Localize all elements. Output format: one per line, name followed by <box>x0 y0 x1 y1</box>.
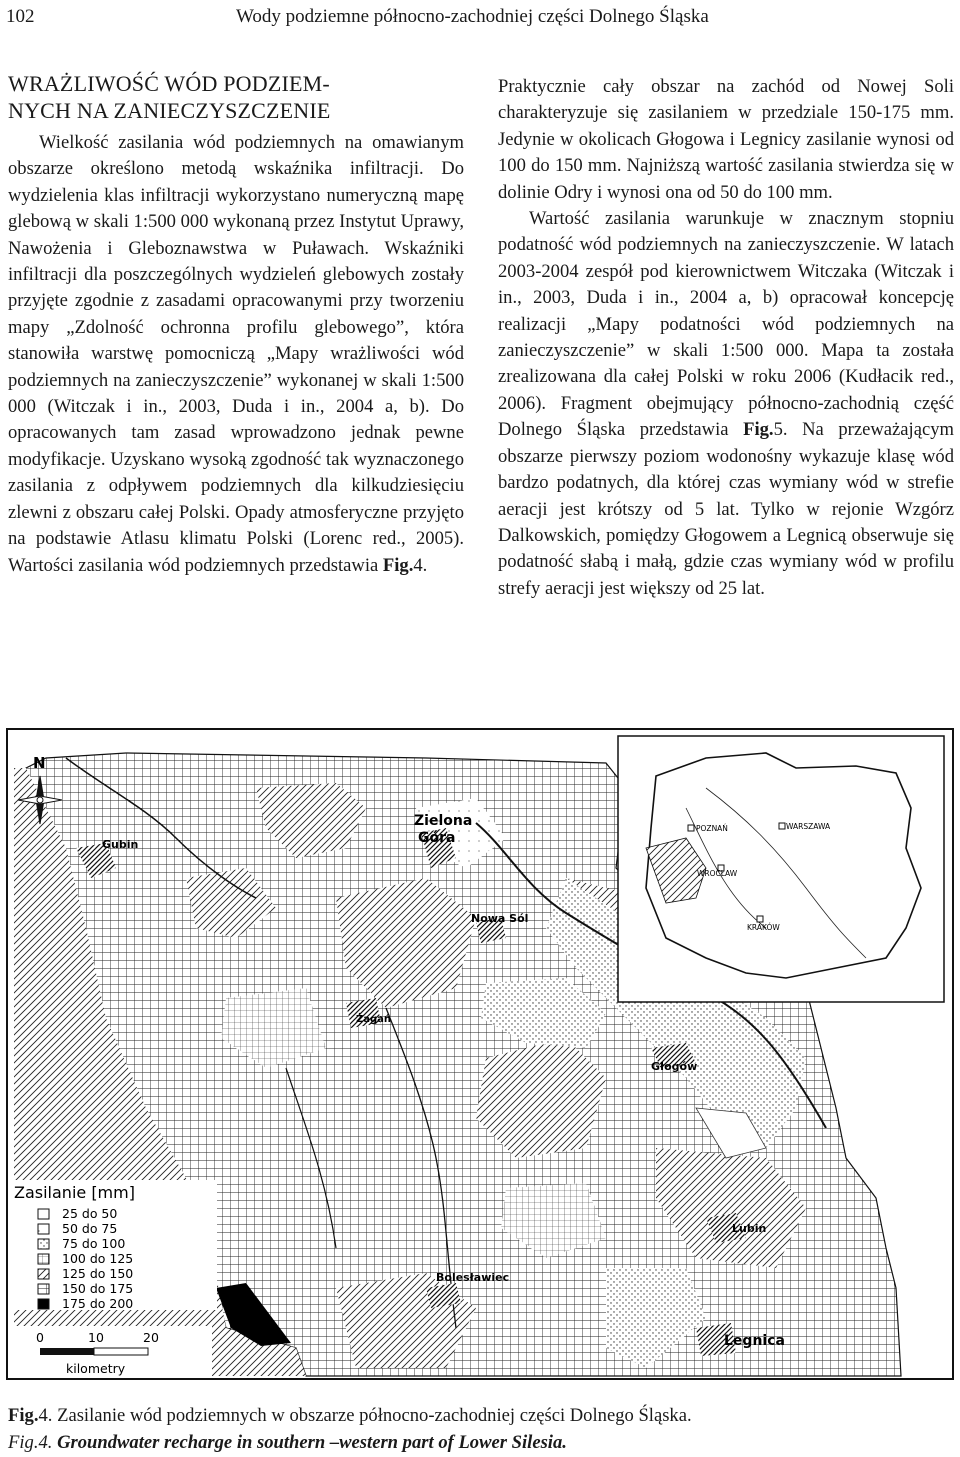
town-label-glogow: Głogów <box>651 1060 698 1073</box>
page-header <box>0 6 960 28</box>
legend-swatch-125-150 <box>38 1269 49 1279</box>
legend-label: 75 do 100 <box>62 1236 126 1251</box>
scale-tick-0: 0 <box>36 1330 44 1345</box>
legend-label: 125 do 150 <box>62 1266 134 1281</box>
section-title <box>8 70 464 124</box>
town-label-zielona: Zielona <box>414 813 473 829</box>
scale-tick-20: 20 <box>143 1330 159 1345</box>
legend-swatch-175-200 <box>38 1299 49 1309</box>
town-label-zagan: Żagań <box>356 1014 392 1025</box>
legend-swatch-25-50 <box>38 1209 49 1219</box>
right-paragraph-2-rest: 5. Na przeważającym obszarze pierwszy poziom wodonośny wykazuje klasę wód bardzo podatnych, dla której czas wymiany wód w strefie aeracji jest krótszy od 5 lat. Tylko w rejonie Wzgórz Dalkowskich, pomiędzy Głogowem a Legnicą obserwuje się podatność słabą i małą, gdzie czas wymiany wód w profilu strefy aeracji jest większy od 25 lat. <box>498 419 954 599</box>
inset-label-poznan: POZNAŃ <box>696 824 728 833</box>
right-paragraph-2 <box>498 206 954 602</box>
town-label-legnica: Legnica <box>724 1333 785 1349</box>
right-paragraph-1: Praktycznie cały obszar na zachód od Nowej Soli charakteryzuje się zasilaniem w przedziale 150-175 mm. Jedynie w okolicach Głogowa i Legnicy zasilanie wynosi od 100 do 150 mm. Najniższą wartość zasilania stwierdza się w dolinie Odry i wynosi ona od 50 do 100 mm. <box>498 76 954 203</box>
inset-label-krakow: KRAKÓW <box>747 923 780 932</box>
fig-reference: Fig. <box>382 554 414 576</box>
town-label-gora: Góra <box>418 830 456 846</box>
left-paragraph-1-text: Wielkość zasilania wód podziemnych na omawianym obszarze określono metodą wskaźnika infiltracji. Do wydzielenia klas infiltracji wykorzystano numeryczną mapę glebową w skali 1:500 000 wykonaną przez Instytut Uprawy, Nawożenia i Gleboznawstwa w Puławach. Wskaźniki infiltracji dla poszczególnych wydzieleń glebowych zostały przyjęte zgodnie z zasadami opracowanymi przy tworzeniu mapy „Zdolność ochronna profilu glebowego”, która stanowiła warstwę pomocniczą „Mapy wrażliwości wód podziemnych na zanieczyszczenie” wykonanej w skali 1:500 000 (Witczak i in., 2003, Duda i in., 2004 a, b). Do opracowanych tam zasad wprowadzono jednak pewne modyfikacje. Uzyskano wysoką zgodność tak wyznaczonego zasilania z odpływem podziemnych dla kilkudziesięciu zlewni z obszaru całej Polski. Opady atmosferyczne przyjęto na podstawie Atlasu klimatu Polski (Lorenc red., 2005). Wartości zasilania wód podziemnych przedstawia <box>8 132 464 576</box>
legend-swatch-100-125 <box>38 1254 49 1264</box>
inset-label-warszawa: WARSZAWA <box>786 822 831 831</box>
fig-reference-number: 4. <box>413 554 428 576</box>
right-paragraph-2-text: Wartość zasilania warunkuje w znacznym stopniu podatność wód podziemnych na zanieczyszczenie. W latach 2003-2004 zespół pod kierownictwem Witczaka (Witczak i in., 2003, Duda i in., 2004 a, b) opracował koncepcję realizacji „Mapy podatności wód podziemnych na zanieczyszczenie” w skali 1:500 000. Mapa ta została zrealizowana dla całej Polski w roku 2006 (Kudłacik red., 2006). Fragment obejmujący północno-zachodnią część Dolnego Śląska przedstawia <box>498 208 954 441</box>
page-number: 102 <box>6 6 35 27</box>
recharge-map <box>6 728 954 1380</box>
scale-bar <box>12 1326 212 1376</box>
right-column <box>498 74 954 602</box>
section-title-line1: WRAŻLIWOŚĆ WÓD PODZIEM- <box>8 71 330 96</box>
left-column <box>8 70 464 579</box>
town-label-nowa-sol: Nowa Sól <box>471 912 529 925</box>
town-label-gubin: Gubin <box>102 838 139 851</box>
recharge-map-svg <box>6 728 954 1380</box>
running-title: Wody podziemne północno-zachodniej części Dolnego Śląska <box>236 6 709 27</box>
legend-title: Zasilanie [mm] <box>14 1183 135 1202</box>
inset-label-wroclaw: WROCŁAW <box>697 869 738 878</box>
town-label-boleslawiec: Bolesławiec <box>436 1271 510 1284</box>
caption-text-pl: Zasilanie wód podziemnych w obszarze północno-zachodniej części Dolnego Śląska. <box>52 1405 692 1426</box>
town-label-lubin: Lubin <box>732 1222 767 1235</box>
fig-reference: Fig. <box>743 419 774 441</box>
legend-label: 25 do 50 <box>62 1206 118 1221</box>
left-paragraph-1 <box>8 130 464 579</box>
north-label: N <box>33 754 46 772</box>
caption-text-en: Groundwater recharge in southern –western part of Lower Silesia. <box>52 1432 567 1453</box>
legend-swatch-50-75 <box>38 1224 49 1234</box>
legend-swatch-75-100 <box>38 1239 49 1249</box>
section-title-line2: NYCH NA ZANIECZYSZCZENIE <box>8 98 331 123</box>
legend-label: 175 do 200 <box>62 1296 134 1311</box>
figure-caption-pl <box>8 1404 692 1428</box>
caption-fig-number: 4. <box>38 1405 53 1426</box>
caption-fig-label: Fig. <box>8 1405 39 1426</box>
legend-label: 100 do 125 <box>62 1251 134 1266</box>
poland-inset <box>618 736 944 1002</box>
scale-unit: kilometry <box>66 1361 126 1376</box>
scale-tick-10: 10 <box>88 1330 104 1345</box>
map-legend <box>12 1180 217 1311</box>
legend-swatch-150-175 <box>38 1284 49 1294</box>
legend-label: 150 do 175 <box>62 1281 134 1296</box>
figure-caption-en <box>8 1431 567 1455</box>
caption-fig-label-en: Fig.4. <box>8 1432 53 1453</box>
legend-label: 50 do 75 <box>62 1221 118 1236</box>
